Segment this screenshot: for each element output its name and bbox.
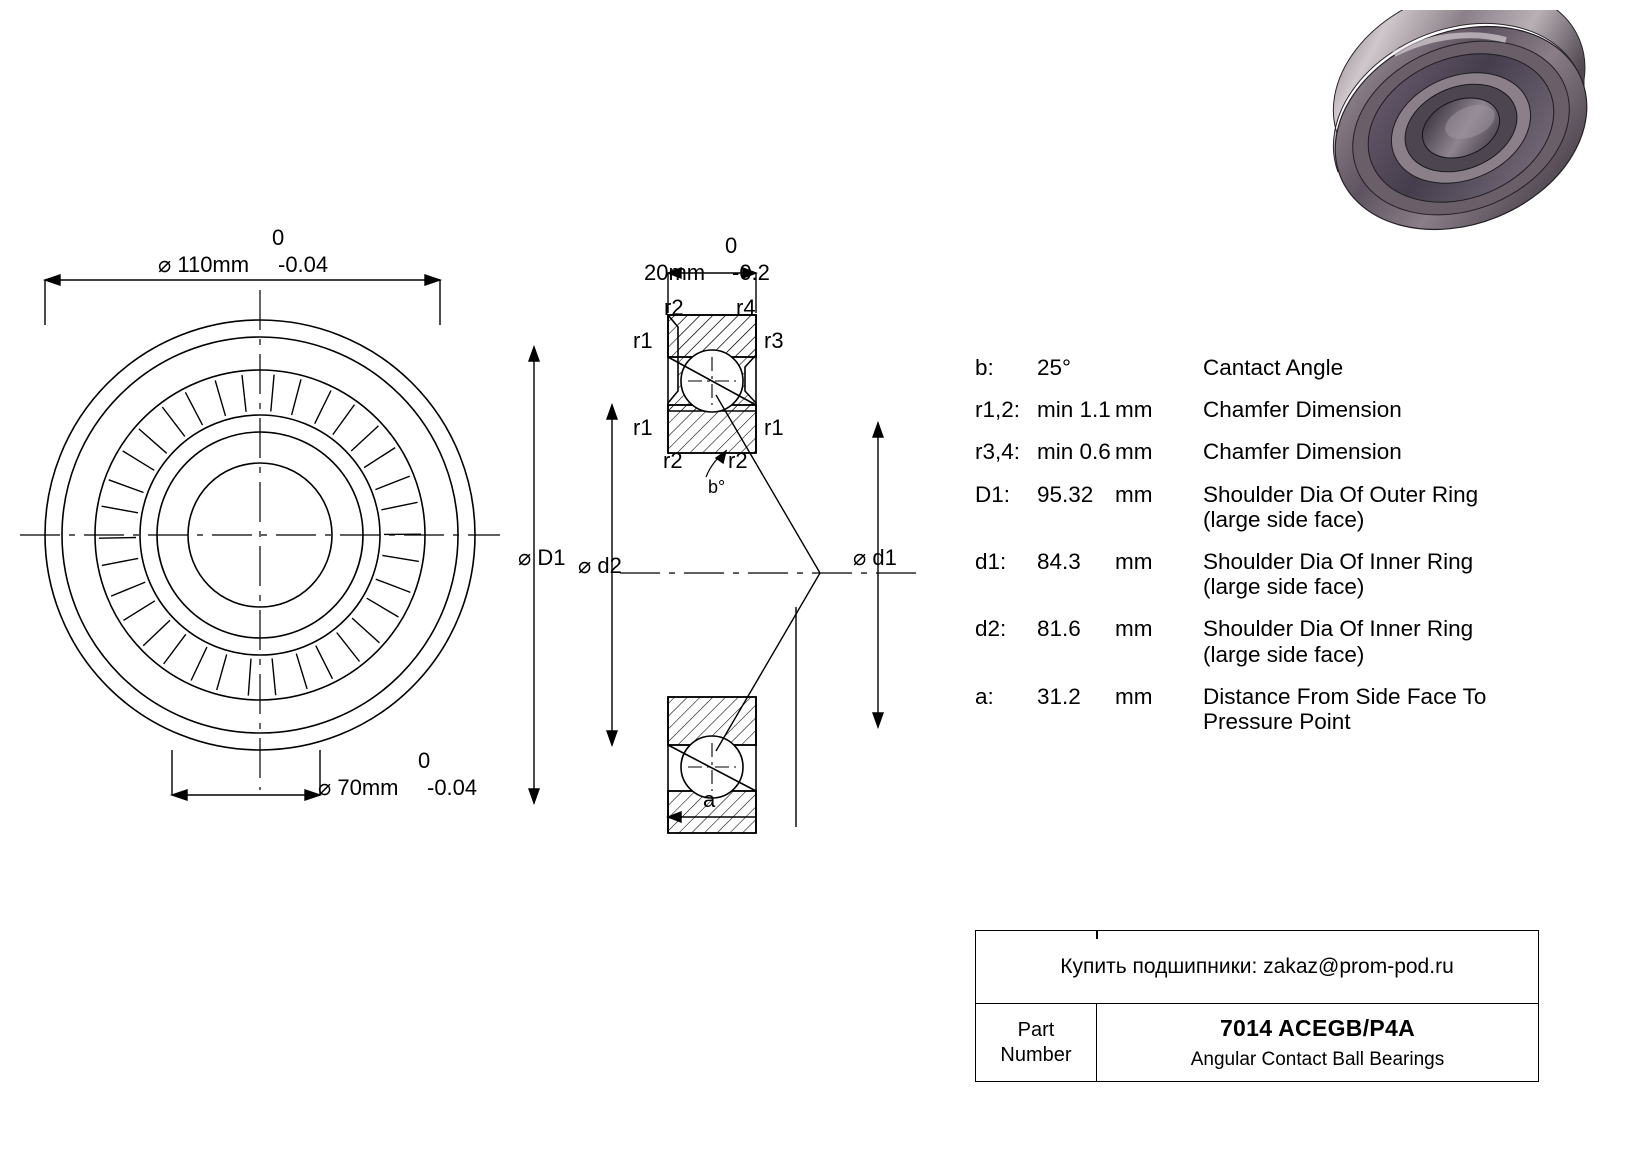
table-row [975,439,1486,481]
bore-tolerance-upper: 0 [418,748,431,773]
table-row [975,397,1486,439]
spec-description-line2: (large side face) [1203,506,1365,532]
spec-value: min 1.1 [1037,397,1111,423]
spec-description-line2: (large side face) [1203,641,1365,667]
label-r2-left-lower: r2 [663,448,683,473]
title-block-part-row [976,1004,1538,1082]
spec-description-line1: Cantact Angle [1203,355,1344,380]
spec-table-element [975,355,1486,751]
label-r4-top-right: r4 [736,295,756,320]
spec-symbol: r1,2: [975,397,1021,423]
spec-symbol: a: [975,683,994,709]
label-D1: ⌀ D1 [518,545,566,570]
spec-symbol: d1: [975,548,1007,574]
bearing-3d-svg [1290,10,1630,300]
spec-description-line2: Pressure Point [1203,708,1351,734]
spec-unit: mm [1115,397,1153,423]
part-info [1097,1004,1538,1082]
part-label-line2: Number [1000,1044,1072,1066]
label-contact-angle: b° [708,477,726,497]
spec-description-line1: Chamfer Dimension [1203,397,1402,423]
spec-symbol: b: [975,355,994,380]
spec-description [1203,616,1486,683]
contact-text: Купить подшипники: zakaz@prom-pod.ru [1060,955,1454,978]
bore-tolerance-lower: -0.04 [427,775,478,800]
label-r1-right-mid: r1 [764,415,784,440]
section-view-drawing [520,215,940,835]
spec-description-line1: Distance From Side Face To [1203,683,1487,709]
D1-dimension-line [529,347,539,803]
title-block [975,930,1539,1082]
spec-description-line2: (large side face) [1203,574,1365,600]
spec-description-line1: Shoulder Dia Of Inner Ring [1203,616,1474,642]
od-tolerance-upper: 0 [272,225,285,250]
width-tolerance-upper: 0 [725,233,738,258]
d1-dimension-line [873,423,883,727]
label-d2: ⌀ d2 [578,553,622,578]
width-tolerance-lower: -0.2 [732,260,770,285]
spec-unit: mm [1115,439,1153,465]
part-description: Angular Contact Ball Bearings [1190,1049,1445,1070]
spec-description [1203,684,1486,751]
spec-unit: mm [1115,683,1153,709]
width-nominal: 20mm [644,260,706,285]
part-label-line1: Part [1017,1019,1055,1041]
table-row [975,549,1486,616]
spec-value: 95.32 [1037,481,1094,507]
label-r3-right-upper: r3 [764,328,784,353]
spec-description [1203,397,1486,439]
label-r1-left-mid: r1 [633,415,653,440]
part-number-label [976,1004,1097,1082]
title-block-contact-row [976,931,1538,1004]
label-r2-mid-lower: r2 [728,448,748,473]
section-view-svg [520,215,940,835]
spec-description-line1: Shoulder Dia Of Inner Ring [1203,548,1474,574]
od-nominal: ⌀ 110mm [158,252,250,277]
spec-unit: mm [1115,548,1153,574]
spec-symbol: r3,4: [975,439,1021,465]
spec-description-line1: Chamfer Dimension [1203,439,1402,465]
spec-unit: mm [1115,481,1153,507]
label-r1-left-upper: r1 [633,328,653,353]
spec-unit: mm [1115,616,1153,642]
label-r2-top-left: r2 [664,295,684,320]
spec-value: 31.2 [1037,683,1081,709]
center-lines [20,290,500,790]
od-tolerance-lower: -0.04 [278,252,329,277]
spec-description-line1: Shoulder Dia Of Outer Ring [1203,481,1479,507]
od-dimension-line [45,275,440,325]
bearing-3d-render [1290,10,1630,300]
bore-nominal: ⌀ 70mm [318,775,399,800]
spec-description [1203,482,1486,549]
spec-description [1203,549,1486,616]
spec-description [1203,355,1486,397]
bore-dimension-line [172,750,320,800]
spec-description [1203,439,1486,481]
spec-symbol: D1: [975,481,1011,507]
spec-unit [1115,355,1203,397]
table-row [975,355,1486,397]
table-row [975,684,1486,751]
spec-value: 84.3 [1037,548,1081,574]
table-row [975,482,1486,549]
spec-value: 81.6 [1037,616,1081,642]
part-number-value: 7014 ACEGB/P4A [1219,1015,1416,1041]
title-block-tick [1096,931,1098,939]
label-d1: ⌀ d1 [853,545,897,570]
spec-value: min 0.6 [1037,439,1111,465]
front-view-svg [20,230,520,830]
spec-symbol: d2: [975,616,1007,642]
specification-table [975,355,1575,751]
table-row [975,616,1486,683]
front-view-drawing [20,225,520,830]
spec-value: 25° [1037,355,1072,380]
label-a: a [703,787,716,812]
